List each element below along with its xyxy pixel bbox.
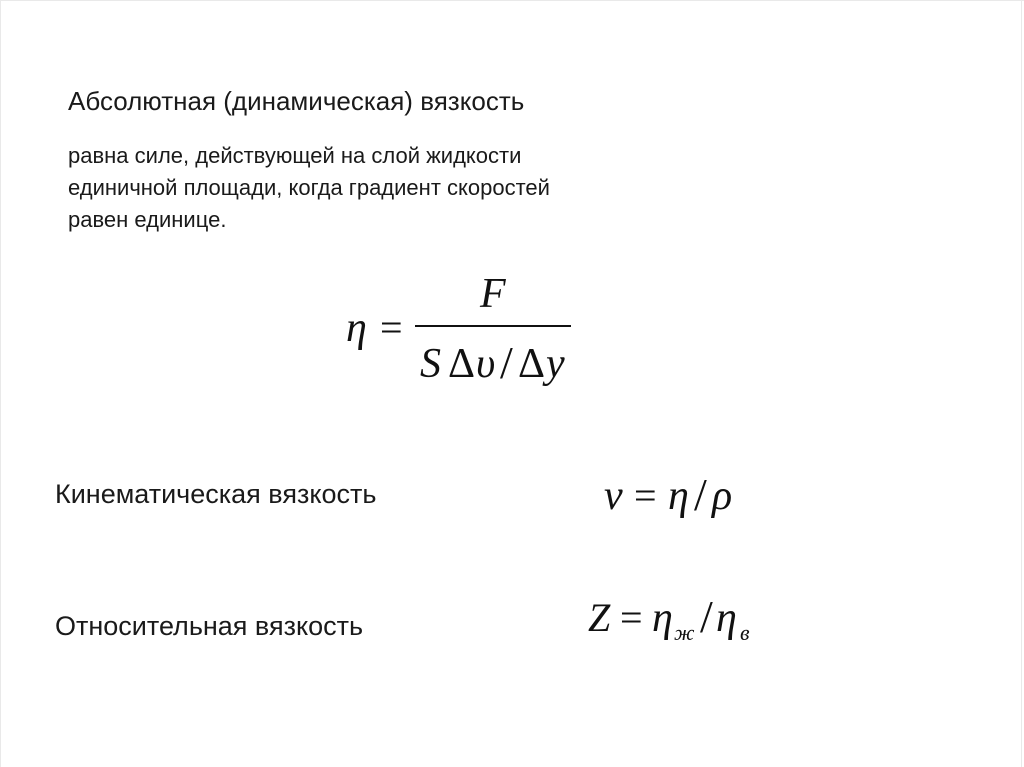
formula-z-symbol: Z — [588, 595, 611, 640]
formula-delta-y-symbol: Δ — [518, 341, 546, 387]
formula-eta-liquid-symbol: η — [652, 595, 673, 641]
definition-line-2: единичной площади, когда градиент скоростей — [68, 175, 550, 200]
formula-area-symbol: S — [420, 341, 441, 387]
formula-eta-symbol: η — [668, 473, 689, 519]
formula-fraction-bar — [415, 325, 571, 327]
formula-relative-viscosity — [586, 592, 786, 662]
slide-border-right — [1021, 0, 1022, 767]
formula-delta-velocity-symbol: Δ — [448, 341, 476, 387]
formula-eta-water-symbol: η — [716, 595, 737, 641]
label-kinematic-viscosity: Кинематическая вязкость — [55, 479, 377, 509]
formula-slash: / — [500, 337, 513, 388]
formula-equals-sign: = — [380, 305, 403, 350]
formula-numerator-force: F — [480, 271, 506, 317]
heading-absolute-viscosity: Абсолютная (динамическая) вязкость — [68, 86, 525, 116]
formula-nu-symbol: ν — [604, 473, 623, 519]
formula-velocity-symbol: υ — [476, 341, 496, 387]
formula-absolute-viscosity — [340, 268, 580, 398]
definition-line-1: равна силе, действующей на слой жидкости — [68, 143, 522, 168]
formula-slash: / — [700, 591, 713, 642]
definition-line-3: равен единице. — [68, 207, 227, 232]
formula-equals-sign: = — [634, 473, 657, 518]
slide-border-top — [0, 0, 1024, 1]
formula-eta-symbol: η — [346, 305, 367, 351]
slide-border-left — [0, 0, 1, 767]
label-relative-viscosity: Относительная вязкость — [55, 611, 364, 641]
formula-liquid-subscript: ж — [674, 620, 695, 645]
formula-equals-sign: = — [620, 595, 643, 640]
formula-water-subscript: в — [740, 620, 750, 645]
formula-y-symbol: y — [546, 341, 565, 387]
definition-text — [68, 140, 708, 236]
formula-slash: / — [694, 469, 707, 520]
formula-rho-symbol: ρ — [712, 473, 733, 519]
formula-kinematic-viscosity — [598, 470, 758, 530]
